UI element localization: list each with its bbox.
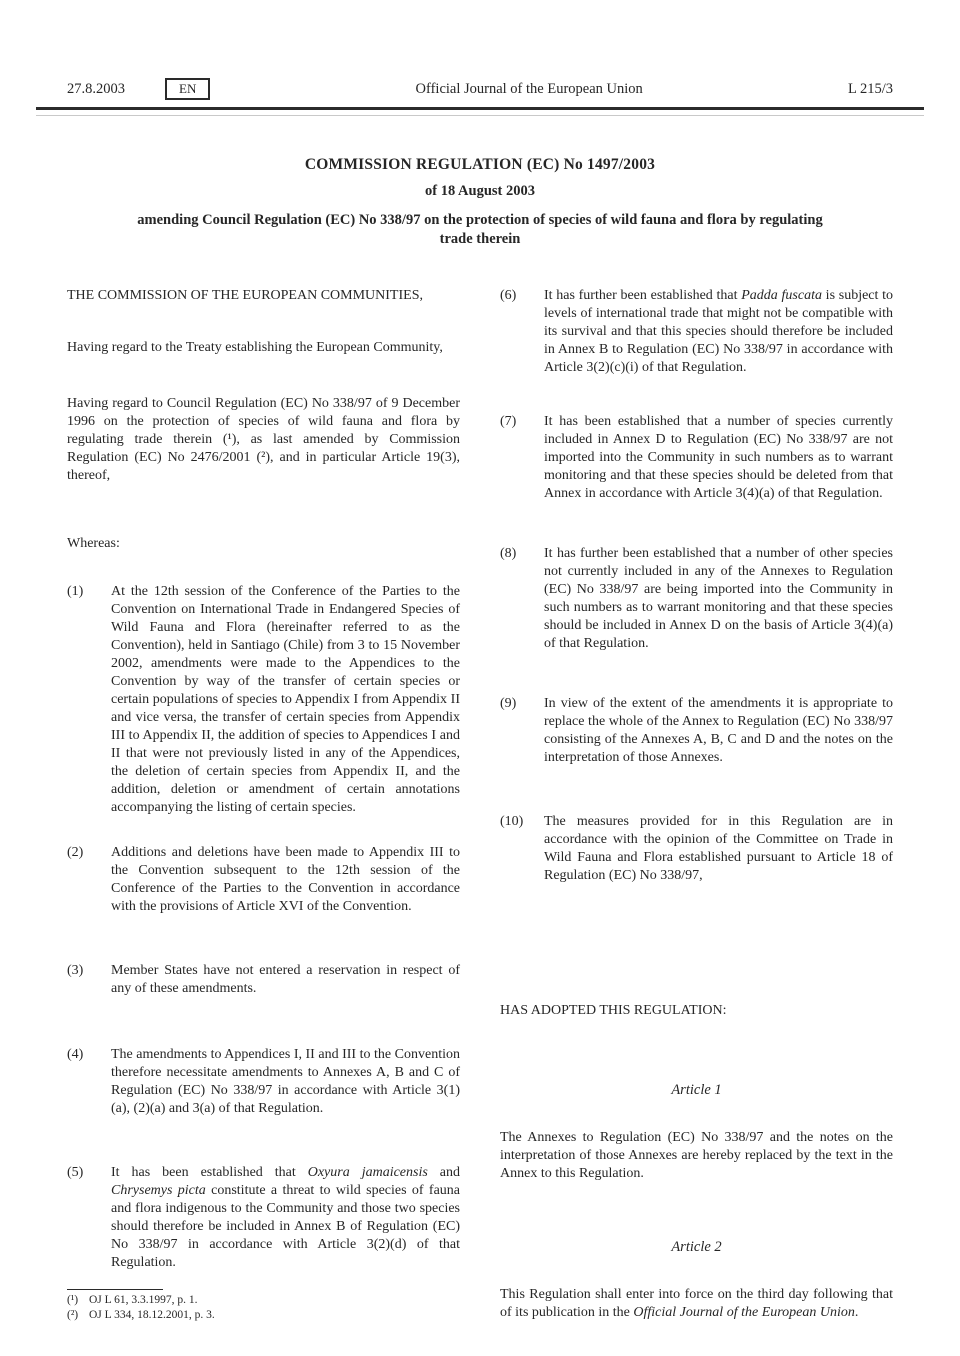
recital-7 [500,413,893,503]
recital-text: Member States have not entered a reservation in respect of any of these amendments. [111,963,460,996]
council-regulation-paragraph: Having regard to Council Regulation (EC) No 338/97 of 9 December 1996 on the protection of species of wild fauna and flora by regulating trade therein (¹), as last amended by Commission Regulation (EC) No 2476/2001 (²), and in particular Article 19(3), thereof, [67,396,460,483]
left-column [67,287,460,1322]
page-header [67,0,893,100]
recital-number: (2) [67,845,84,860]
species-name: Oxyura jamaicensis [307,1165,428,1180]
issue-date: 27.8.2003 [67,80,125,97]
regulation-title: COMMISSION REGULATION (EC) No 1497/2003 [304,156,656,173]
recital-text: Additions and deletions have been made to Appendix III to the Convention subsequent to the 12th session of the Conference of the Parties to the Convention in accordance with the provisions of Article XVI of the Convention. [111,845,460,914]
footnote-1 [67,1293,460,1308]
whereas-label: Whereas: [67,536,120,551]
recital-text [544,287,893,377]
recital-number: (6) [500,288,517,303]
header-rule-thick [36,107,924,110]
recital-4 [67,1046,460,1118]
recital-text-fragment: constitute a threat to wild species of fauna and flora indigenous to the Community and those two species should therefore be included in Annex B of Regulation (EC) No 338/97 in accordance with Article 3(2)(d) of that Regulation. [111,1183,460,1270]
recital-number: (1) [67,584,84,599]
recital-text: The measures provided for in this Regulation are in accordance with the opinion of the Committee on Trade in Wild Fauna and Flora established pursuant to Article 18 of Regulation (EC) No 338/97, [544,814,893,883]
recital-number: (10) [500,814,524,829]
recital-text: In view of the extent of the amendments it is appropriate to replace the whole of the Annex to Regulation (EC) No 338/97 consisting of the Annexes A, B, C and D and the notes on the interpretation of those Annexes. [544,696,893,765]
footnote-marker: (¹) [67,1294,79,1306]
recital-9 [500,695,893,767]
recital-text-fragment: It has been established that [111,1165,308,1180]
regulation-subtitle: amending Council Regulation (EC) No 338/97 on the protection of species of wild fauna and flora by regulating trade therein [137,212,823,247]
recital-text-fragment: and [427,1165,461,1180]
journal-title: Official Journal of the European Union [415,80,643,97]
journal-name-italic: Official Journal of the European Union [633,1305,855,1320]
recital-text-fragment: It has further been established that [544,288,742,303]
recital-5 [67,1164,460,1272]
recital-1 [67,583,460,817]
header-rule [36,107,924,116]
article-2-body [500,1286,893,1322]
recital-text: At the 12th session of the Conference of the Parties to the Convention on International Trade in Endangered Species of Wild Fauna and Flora (hereinafter referred to as the Convention), held in Santiago (Chile) from 3 to 15 November 2002, amendments were made to the Appendices to the Convention by way of the transfer of certain species or certain populations of species to Appendix I from Appendix II and vice versa, the transfer of certain species from Appendix III to Appendix II, the addition of species to Appendices I and II that were not previously listed in any of the Appendices, the deletion of certain species from Appendix II, and the addition, deletion or amendment of certain annotations accompanying the listing of certain species. [111,584,460,815]
footnote-text: OJ L 61, 3.3.1997, p. 1. [89,1294,198,1306]
recital-2 [67,844,460,916]
page-reference: L 215/3 [848,80,893,97]
footnote-2 [67,1308,460,1323]
language-badge: EN [165,78,210,100]
species-name: Chrysemys picta [111,1183,206,1198]
recital-text: The amendments to Appendices I, II and III to the Convention therefore necessitate amendments to Annexes A, B and C of Regulation (EC) No 338/97 in accordance with Article 3(1)(a), (2)(a) and 3(a) of that Regulation. [111,1047,460,1116]
recital-number: (5) [67,1165,84,1180]
recital-text-fragment: is subject to levels of international trade that might not be compatible with its survival and that this species should therefore be included in Annex B to Regulation (EC) No 338/97 in accordance with Article 3(2)(c)(i) of that Regulation. [544,288,894,375]
recital-text: It has been established that a number of species currently included in Annex D to Regulation (EC) No 338/97 are not imported into the Community in such numbers as to warrant monitoring and that these species should be deleted from that Annex in accordance with Article 3(4)(a) of that Regulation. [544,414,893,501]
footnote-marker: (²) [67,1308,79,1321]
article-1-body: The Annexes to Regulation (EC) No 338/97 and the notes on the interpretation of those Annexes are hereby replaced by the text in the Annex to this Regulation. [500,1130,893,1181]
recital-6 [500,287,893,377]
recital-number: (7) [500,414,517,429]
adoption-clause: HAS ADOPTED THIS REGULATION: [500,1003,727,1018]
recital-number: (8) [500,546,517,561]
recital-number: (4) [67,1047,84,1062]
recital-number: (9) [500,696,517,711]
header-rule-thin [36,115,924,116]
footnote-rule [67,1289,163,1290]
treaty-paragraph: Having regard to the Treaty establishing the European Community, [67,340,443,355]
article-1-heading: Article 1 [671,1082,722,1098]
title-block [67,156,893,249]
recital-10 [500,813,893,885]
recital-text: It has further been established that a number of other species not currently included in any of the Annexes to Regulation (EC) No 338/97 are being imported into the Community in such numbers as to warrant monitoring and that these species should be included in Annex D on the basis of Article 3(4)(a) of that Regulation. [544,546,893,651]
recital-8 [500,545,893,653]
recital-3 [67,962,460,998]
right-column [500,287,893,1322]
article-2-heading: Article 2 [671,1239,722,1255]
footnotes [67,1289,460,1322]
footnote-text: OJ L 334, 18.12.2001, p. 3. [89,1308,215,1321]
header-left [67,78,210,100]
article-text-fragment: This Regulation shall enter into force on the third day following that of its publication in the [500,1287,893,1320]
commission-intro: THE COMMISSION OF THE EUROPEAN COMMUNITIES, [67,288,423,303]
recital-number: (3) [67,963,84,978]
species-name: Padda fuscata [741,288,822,303]
body-columns [67,287,893,1322]
article-text-fragment: . [854,1305,859,1320]
recital-text [111,1164,460,1272]
regulation-date: of 18 August 2003 [425,183,535,199]
